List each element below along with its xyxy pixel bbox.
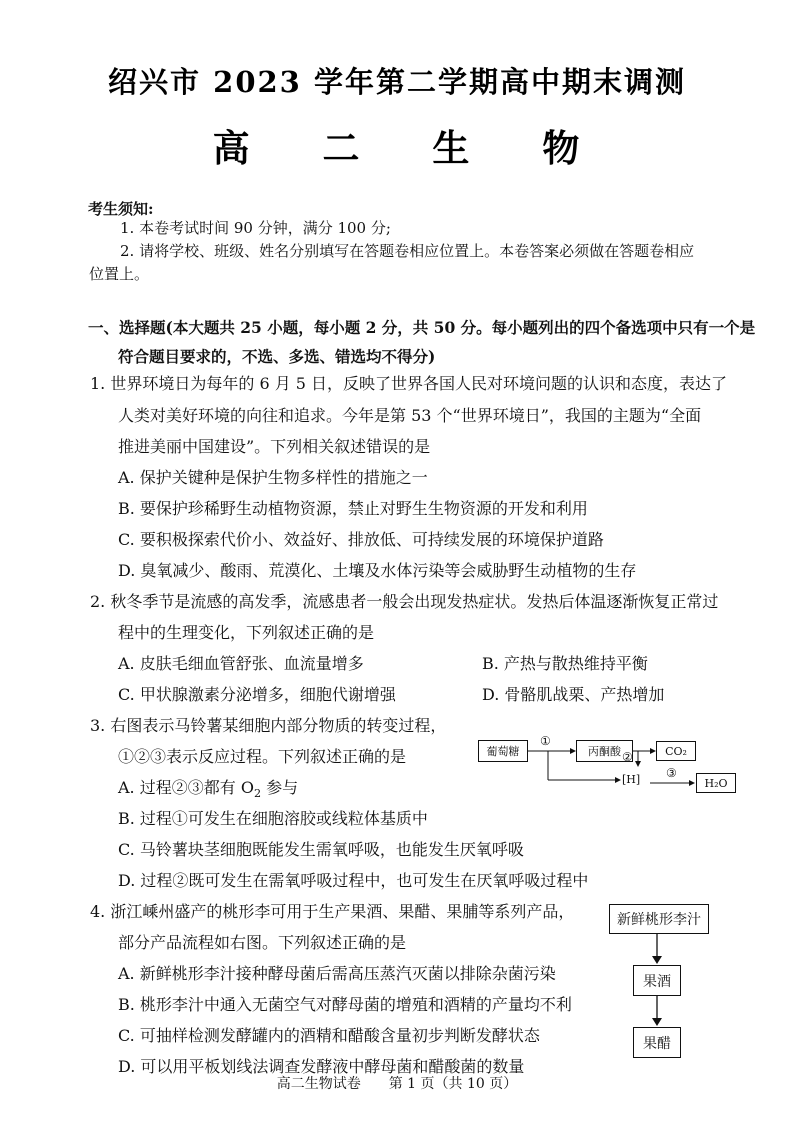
q4-option-b: B. 桃形李汁中通入无菌空气对酵母菌的增殖和酒精的产量均不利 (118, 995, 572, 1014)
q1-stem-line-2: 人类对美好环境的向往和追求。今年是第 53 个“世界环境日”，我国的主题为“全面 (118, 406, 702, 425)
q2-option-a: A. 皮肤毛细血管舒张、血流量增多 (118, 654, 364, 673)
exam-title: 绍兴市 2023 学年第二学期高中期末调测 (108, 65, 686, 99)
section-heading-line-2: 符合题目要求的，不选、多选、错选均不得分) (118, 347, 436, 366)
q4-option-d: D. 可以用平板划线法调查发酵液中酵母菌和醋酸菌的数量 (118, 1057, 525, 1076)
notice-heading: 考生须知: (88, 200, 154, 218)
h-label: [H] (622, 773, 641, 786)
subject-title: 高 二 生 物 (212, 126, 610, 170)
respiration-diagram (470, 730, 750, 800)
q2-stem-line-2: 程中的生理变化，下列叙述正确的是 (118, 623, 375, 642)
q1-stem-line-3: 推进美丽中国建设”。下列相关叙述错误的是 (118, 437, 431, 456)
q4-option-a: A. 新鲜桃形李汁接种酵母菌后需高压蒸汽灭菌以排除杂菌污染 (118, 964, 556, 983)
q4-stem-line-2: 部分产品流程如右图。下列叙述正确的是 (118, 933, 407, 952)
q2-option-d: D. 骨骼肌战栗、产热增加 (482, 685, 665, 704)
pyruvate-box: 丙酮酸 (576, 740, 633, 762)
q1-stem-line-1: 1. 世界环境日为每年的 6 月 5 日，反映了世界各国人民对环境问题的认识和态度，表达了 (90, 374, 728, 393)
page-footer: 高二生物试卷 第 1 页（共 10 页） (276, 1076, 518, 1092)
glucose-box: 葡萄糖 (478, 740, 528, 762)
q1-option-c: C. 要积极探索代价小、效益好、排放低、可持续发展的环境保护道路 (118, 530, 604, 549)
step-2-label: ② (622, 750, 633, 764)
q3-stem-line-2: ①②③表示反应过程。下列叙述正确的是 (118, 747, 407, 766)
notice-item-2-line-2: 位置上。 (89, 265, 150, 283)
q1-option-b: B. 要保护珍稀野生动植物资源，禁止对野生生物资源的开发和利用 (118, 499, 588, 518)
section-heading-line-1: 一、选择题(本大题共 25 小题，每小题 2 分，共 50 分。每小题列出的四个备选项中只有一个是 (88, 318, 756, 337)
step-3-label: ③ (666, 766, 677, 780)
notice-item-1: 1. 本卷考试时间 90 分钟，满分 100 分; (120, 219, 391, 237)
q1-option-a: A. 保护关键种是保护生物多样性的措施之一 (118, 468, 428, 487)
q2-option-c: C. 甲状腺激素分泌增多，细胞代谢增强 (118, 685, 396, 704)
q3-option-a: A. 过程②③都有 $O_2$ 参与 (118, 778, 299, 801)
q2-option-b: B. 产热与散热维持平衡 (482, 654, 648, 673)
q3-stem-line-1: 3. 右图表示马铃薯某细胞内部分物质的转变过程， (90, 716, 447, 735)
q3-option-b: B. 过程①可发生在细胞溶胶或线粒体基质中 (118, 809, 428, 828)
step-1-label: ① (540, 734, 551, 748)
fresh-juice-box: 新鲜桃形李汁 (609, 904, 709, 934)
fruit-wine-box: 果酒 (633, 965, 681, 996)
q3-option-c: C. 马铃薯块茎细胞既能发生需氧呼吸，也能发生厌氧呼吸 (118, 840, 524, 859)
q4-stem-line-1: 4. 浙江嵊州盛产的桃形李可用于生产果酒、果醋、果脯等系列产品， (90, 902, 575, 921)
co2-box: CO₂ (656, 741, 696, 761)
q4-option-c: C. 可抽样检测发酵罐内的酒精和醋酸含量初步判断发酵状态 (118, 1026, 540, 1045)
fruit-vinegar-box: 果醋 (633, 1027, 681, 1058)
q3-option-d: D. 过程②既可发生在需氧呼吸过程中，也可发生在厌氧呼吸过程中 (118, 871, 589, 890)
fermentation-flowchart (605, 898, 725, 1063)
h2o-box: H₂O (696, 773, 736, 793)
q2-stem-line-1: 2. 秋冬季节是流感的高发季，流感患者一般会出现发热症状。发热后体温逐渐恢复正常过 (90, 592, 719, 611)
notice-item-2-line-1: 2. 请将学校、班级、姓名分别填写在答题卷相应位置上。本卷答案必须做在答题卷相应 (120, 242, 695, 260)
q1-option-d: D. 臭氧减少、酸雨、荒漠化、土壤及水体污染等会威胁野生动植物的生存 (118, 561, 637, 580)
